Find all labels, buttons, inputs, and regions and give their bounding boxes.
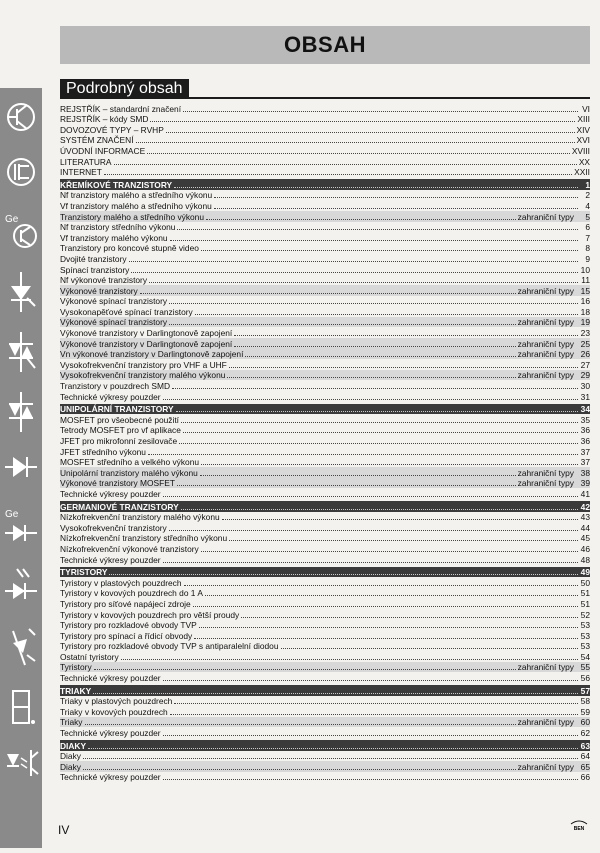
- toc-entry-page: 15: [580, 285, 590, 296]
- toc-entry-page: 44: [580, 522, 590, 533]
- toc-entry-title: Vysokofrekvenční tranzistory malého výkonu: [60, 370, 226, 381]
- dot-leader: [129, 260, 578, 262]
- dot-leader: [174, 702, 578, 704]
- toc-entry-title: Výkonové spínací tranzistory: [60, 317, 168, 328]
- toc-entry[interactable]: [60, 156, 590, 167]
- toc-entry[interactable]: [60, 296, 590, 307]
- dot-leader: [131, 271, 578, 273]
- dot-leader: [241, 616, 578, 618]
- toc-entry[interactable]: [60, 327, 590, 338]
- dot-leader: [163, 778, 578, 780]
- toc-entry-title: Vn výkonové tranzistory v Darlingtonově zapojení: [60, 349, 244, 360]
- toc-entry-title: Vf tranzistory malého a středního výkonu: [60, 200, 212, 211]
- dot-leader: [170, 239, 578, 241]
- toc-entry-title: Tranzistory pro koncové stupně video: [60, 243, 199, 254]
- toc-entry[interactable]: [60, 211, 590, 222]
- toc-entry[interactable]: [60, 533, 590, 544]
- dot-leader: [184, 584, 579, 586]
- svg-text:BEN: BEN: [573, 826, 585, 832]
- toc-entry[interactable]: [60, 588, 590, 599]
- dot-leader: [121, 658, 578, 660]
- toc-entry-title: Nf tranzistory malého a středního výkonu: [60, 190, 213, 201]
- toc-entry-page: 51: [580, 588, 590, 599]
- toc-entry[interactable]: [60, 275, 590, 286]
- toc-entry-note: zahraniční typy: [517, 662, 574, 673]
- toc-entry-page: 49: [580, 567, 590, 578]
- toc-entry-title: Tyristory pro spínací a řídicí obvody: [60, 630, 193, 641]
- toc-entry-title: Nízkofrekvenční výkonové tranzistory: [60, 543, 199, 554]
- toc-entry-title: JFET středního výkonu: [60, 446, 146, 457]
- toc-entry-title: JFET pro mikrofonní zesilovače: [60, 436, 178, 446]
- transistor-icon: [3, 95, 39, 139]
- toc-entry-title: TRIAKY: [60, 685, 92, 696]
- toc-entry-title: Výkonové tranzistory v Darlingtonově zapojení: [60, 328, 233, 339]
- toc-entry-page: 55: [580, 662, 590, 673]
- toc-entry[interactable]: [60, 435, 590, 446]
- toc-entry-title: Triaky v kovových pouzdrech: [60, 706, 168, 717]
- optocoupler-icon: [3, 740, 39, 784]
- toc-entry[interactable]: [60, 522, 590, 533]
- toc-entry[interactable]: [60, 124, 590, 135]
- toc-entry-page: 60: [580, 717, 590, 728]
- dot-leader: [169, 302, 578, 304]
- toc-entry-title: Dvojité tranzistory: [60, 253, 127, 264]
- toc-entry[interactable]: [60, 200, 590, 211]
- toc-entry-title: Tranzistory v pouzdrech SMD: [60, 381, 170, 392]
- toc-section-heading[interactable]: [60, 740, 590, 751]
- toc-entry-note: zahraniční typy: [517, 370, 574, 381]
- toc-entry[interactable]: [60, 727, 590, 738]
- dot-leader: [163, 734, 578, 736]
- toc-entry-title: Výkonové spínací tranzistory: [60, 296, 168, 307]
- thyristor-icon: [3, 270, 39, 314]
- dot-leader: [194, 637, 578, 639]
- dot-leader: [174, 186, 578, 188]
- toc-entry-title: Tetrody MOSFET pro vf aplikace: [60, 425, 181, 436]
- toc-entry-note: zahraniční typy: [517, 717, 574, 728]
- toc-entry-page: 23: [580, 328, 590, 339]
- page-number: IV: [58, 823, 70, 837]
- toc-entry-title: MOSFET pro všeobecné použití: [60, 414, 180, 425]
- toc-entry-page: 63: [580, 740, 590, 751]
- toc-entry-title: LITERATURA: [60, 156, 112, 167]
- toc-entry[interactable]: [60, 370, 590, 381]
- toc-entry-page: 29: [580, 370, 590, 381]
- toc-entry[interactable]: [60, 478, 590, 489]
- toc-entry-page: 54: [580, 651, 590, 662]
- toc-entry-page: 62: [580, 728, 590, 739]
- dot-leader: [147, 152, 570, 154]
- toc-entry-title: Diaky: [60, 751, 81, 762]
- dot-leader: [150, 120, 575, 122]
- toc-entry-title: Spínací tranzistory: [60, 264, 130, 275]
- toc-entry-page: 53: [580, 620, 590, 631]
- toc-entry[interactable]: [60, 167, 590, 178]
- dot-leader: [245, 355, 515, 357]
- toc-entry-page: 36: [580, 425, 590, 436]
- dot-leader: [172, 387, 578, 389]
- toc-entry-page: 48: [580, 554, 590, 565]
- toc-entry-page: 16: [580, 296, 590, 307]
- section-subtitle: Podrobný obsah: [60, 79, 189, 99]
- toc-entry-page: XX: [578, 156, 590, 167]
- toc-entry[interactable]: [60, 717, 590, 728]
- toc-entry-page: 56: [580, 673, 590, 684]
- dot-leader: [83, 757, 578, 759]
- toc-entry-title: Nf výkonové tranzistory: [60, 275, 148, 286]
- toc-entry-title: Nízkofrekvenční tranzistory středního výkonu: [60, 533, 228, 544]
- mosfet-icon: [3, 150, 39, 194]
- toc-section-heading[interactable]: [60, 567, 590, 578]
- toc-entry[interactable]: [60, 232, 590, 243]
- toc-entry[interactable]: [60, 253, 590, 264]
- toc-entry-title: Tranzistory malého a středního výkonu: [60, 211, 204, 222]
- dot-leader: [170, 713, 578, 715]
- toc-entry-title: Vysokonapěťové spínací tranzistory: [60, 306, 193, 317]
- toc-entry-title: Tyristory v kovových pouzdrech pro větší proudy: [60, 609, 240, 620]
- toc-entry-page: 30: [580, 381, 590, 392]
- toc-entry-page: 53: [580, 630, 590, 641]
- toc-entry-page: 4: [585, 200, 590, 211]
- dot-leader: [163, 679, 578, 681]
- publisher-logo: [568, 818, 590, 832]
- toc-entry-page: 43: [580, 512, 590, 523]
- toc-entry-page: 36: [580, 436, 590, 446]
- toc-entry[interactable]: [60, 446, 590, 457]
- dot-leader: [136, 141, 575, 143]
- toc-entry[interactable]: [60, 114, 590, 125]
- page-title-bar: [60, 26, 590, 64]
- toc-entry-title: Tyristory: [60, 662, 92, 673]
- dot-leader: [183, 431, 578, 433]
- dot-leader: [94, 668, 516, 670]
- toc-entry-title: Technické výkresy pouzder: [60, 488, 161, 499]
- toc-entry-page: 5: [585, 211, 590, 222]
- dot-leader: [85, 723, 516, 725]
- toc-entry-title: Výkonové tranzistory MOSFET: [60, 478, 175, 489]
- toc-entry-title: Technické výkresy pouzder: [60, 673, 161, 684]
- toc-entry-title: KŘEMÍKOVÉ TRANZISTORY: [60, 179, 173, 190]
- toc-entry-page: 53: [580, 641, 590, 652]
- dot-leader: [169, 323, 516, 325]
- toc-entry-title: Nízkofrekvenční tranzistory malého výkonu: [60, 512, 220, 523]
- toc-entry-page: XVI: [576, 135, 590, 146]
- page-title: OBSAH: [284, 32, 366, 57]
- toc-entry-page: 51: [580, 598, 590, 609]
- dot-leader: [179, 442, 578, 444]
- toc-entry-page: 31: [580, 391, 590, 402]
- toc-entry-title: Triaky: [60, 717, 83, 728]
- dot-leader: [169, 529, 578, 531]
- toc-entry[interactable]: [60, 662, 590, 673]
- toc-entry[interactable]: [60, 243, 590, 254]
- toc-entry-title: INTERNET: [60, 167, 102, 178]
- toc-entry-page: XIII: [577, 114, 590, 125]
- toc-entry[interactable]: [60, 554, 590, 565]
- toc-entry-page: 50: [580, 577, 590, 588]
- dot-leader: [201, 550, 578, 552]
- toc-entry-note: zahraniční typy: [517, 467, 574, 478]
- toc-entry-title: TYRISTORY: [60, 567, 108, 578]
- zener-triac-icon: [3, 390, 39, 434]
- toc-entry[interactable]: [60, 425, 590, 436]
- dot-leader: [104, 173, 572, 175]
- toc-entry-page: 35: [580, 414, 590, 425]
- dot-leader: [177, 484, 516, 486]
- toc-entry[interactable]: [60, 630, 590, 641]
- toc-entry-note: zahraniční typy: [517, 338, 574, 349]
- toc-entry-title: Vysokofrekvenční tranzistory: [60, 522, 167, 533]
- dot-leader: [234, 334, 578, 336]
- toc-entry-title: Ostatní tyristory: [60, 651, 119, 662]
- toc-entry-title: Tyristory pro rozkladové obvody TVP: [60, 620, 197, 631]
- toc-entry[interactable]: [60, 414, 590, 425]
- dot-leader: [149, 281, 578, 283]
- toc-entry-title: REJSTŘÍK – standardní značení: [60, 103, 182, 114]
- toc-entry-page: 58: [580, 696, 590, 707]
- dot-leader: [83, 768, 516, 770]
- toc-section-heading[interactable]: [60, 179, 590, 190]
- toc-entry[interactable]: [60, 488, 590, 499]
- toc-entry[interactable]: [60, 577, 590, 588]
- toc-entry[interactable]: [60, 467, 590, 478]
- toc-entry-page: 66: [580, 772, 590, 783]
- toc-entry[interactable]: [60, 651, 590, 662]
- dot-leader: [93, 692, 578, 694]
- toc-entry-page: 18: [580, 306, 590, 317]
- toc-entry-page: 10: [580, 264, 590, 275]
- toc-entry[interactable]: [60, 609, 590, 620]
- toc-entry[interactable]: [60, 264, 590, 275]
- toc-entry-title: Výkonové tranzistory v Darlingtonově zapojení: [60, 338, 233, 349]
- toc-entry-title: Technické výkresy pouzder: [60, 772, 161, 783]
- toc-entry-page: 45: [580, 533, 590, 544]
- toc-entry-page: 39: [580, 478, 590, 489]
- toc-entry[interactable]: [60, 285, 590, 296]
- dot-leader: [201, 249, 578, 251]
- toc-entry[interactable]: [60, 772, 590, 783]
- toc-entry-title: Vysokofrekvenční tranzistory pro VHF a UHF: [60, 359, 227, 370]
- toc-entry-title: Nf tranzistory středního výkonu: [60, 222, 176, 233]
- toc-entry-page: 19: [580, 317, 590, 328]
- toc-entry-title: SYSTÉM ZNAČENÍ: [60, 135, 134, 146]
- toc-entry-page: 37: [580, 457, 590, 468]
- toc-entry[interactable]: [60, 751, 590, 762]
- toc-entry[interactable]: [60, 349, 590, 360]
- toc-entry-page: 9: [585, 253, 590, 264]
- dot-leader: [229, 539, 578, 541]
- dot-leader: [234, 345, 515, 347]
- toc-entry[interactable]: [60, 222, 590, 233]
- dot-leader: [148, 453, 578, 455]
- toc-entry-page: XIV: [576, 124, 590, 135]
- toc-section-heading[interactable]: [60, 501, 590, 512]
- toc-entry[interactable]: [60, 359, 590, 370]
- dot-leader: [163, 561, 578, 563]
- toc-entry-page: XVIII: [571, 145, 590, 156]
- toc-entry-title: REJSTŘÍK – kódy SMD: [60, 114, 149, 125]
- toc-entry-title: Triaky v plastových pouzdrech: [60, 696, 173, 707]
- dot-leader: [114, 163, 577, 165]
- dot-leader: [163, 398, 578, 400]
- toc-entry-title: Diaky: [60, 761, 81, 772]
- toc-entry-title: Technické výkresy pouzder: [60, 554, 161, 565]
- dot-leader: [177, 228, 578, 230]
- toc-entry-note: zahraniční typy: [517, 349, 574, 360]
- dot-leader: [200, 474, 516, 476]
- dot-leader: [166, 131, 575, 133]
- toc-entry-page: 6: [585, 222, 590, 233]
- dot-leader: [88, 747, 578, 749]
- svg-text:Ge: Ge: [5, 214, 19, 225]
- toc-section-heading[interactable]: [60, 404, 590, 415]
- toc-entry[interactable]: [60, 380, 590, 391]
- toc-entry[interactable]: [60, 145, 590, 156]
- toc-entry-page: 41: [580, 488, 590, 499]
- toc-entry-page: 8: [585, 243, 590, 254]
- dot-leader: [229, 366, 578, 368]
- toc-entry[interactable]: [60, 338, 590, 349]
- toc-entry-page: 1: [585, 179, 590, 190]
- dot-leader: [206, 218, 516, 220]
- toc-entry-page: 38: [580, 467, 590, 478]
- toc-section-heading[interactable]: [60, 685, 590, 696]
- toc-entry-title: ÚVODNÍ INFORMACE: [60, 145, 146, 156]
- toc-entry-title: Unipolární tranzistory malého výkonu: [60, 467, 198, 478]
- toc-entry-note: zahraniční typy: [517, 211, 574, 222]
- photo-thyristor-icon: [3, 625, 39, 669]
- toc-entry-page: 57: [580, 685, 590, 696]
- publisher-logo-mark: [568, 818, 590, 832]
- germanium-transistor-icon: [3, 210, 39, 254]
- toc-entry[interactable]: [60, 317, 590, 328]
- toc-entry-page: XXII: [574, 167, 590, 178]
- dot-leader: [227, 376, 515, 378]
- toc-entry-page: 25: [580, 338, 590, 349]
- toc-entry-note: zahraniční typy: [517, 285, 574, 296]
- toc-entry-title: Vf tranzistory malého výkonu: [60, 232, 168, 243]
- toc-entry-page: 65: [580, 761, 590, 772]
- dot-leader: [181, 508, 578, 510]
- dot-leader: [176, 410, 578, 412]
- toc-entry-page: 52: [580, 609, 590, 620]
- seven-segment-icon: [3, 685, 39, 729]
- toc-entry[interactable]: [60, 512, 590, 523]
- toc-entry-title: Tyristory pro síťové napájecí zdroje: [60, 598, 191, 609]
- dot-leader: [205, 594, 578, 596]
- toc-entry-title: Technické výkresy pouzder: [60, 391, 161, 402]
- dot-leader: [195, 313, 578, 315]
- toc-entry-title: DIAKY: [60, 740, 87, 751]
- dot-leader: [163, 495, 578, 497]
- table-of-contents: [60, 103, 590, 782]
- toc-entry-page: 37: [580, 446, 590, 457]
- triac-icon: [3, 330, 39, 374]
- toc-entry-note: zahraniční typy: [517, 317, 574, 328]
- dot-leader: [199, 626, 578, 628]
- toc-entry[interactable]: [60, 543, 590, 554]
- dot-leader: [183, 110, 578, 112]
- dot-leader: [214, 207, 578, 209]
- toc-entry[interactable]: [60, 598, 590, 609]
- toc-entry-page: VI: [582, 103, 590, 114]
- toc-entry[interactable]: [60, 696, 590, 707]
- toc-entry[interactable]: [60, 135, 590, 146]
- toc-entry-page: 46: [580, 543, 590, 554]
- diode-icon: [3, 445, 39, 489]
- toc-entry-page: 2: [585, 190, 590, 201]
- toc-entry-title: Výkonové tranzistory: [60, 285, 138, 296]
- toc-entry[interactable]: [60, 706, 590, 717]
- toc-entry-page: 26: [580, 349, 590, 360]
- toc-entry[interactable]: [60, 620, 590, 631]
- toc-entry[interactable]: [60, 190, 590, 201]
- dot-leader: [214, 196, 578, 198]
- toc-entry[interactable]: [60, 761, 590, 772]
- toc-entry-page: 34: [580, 404, 590, 415]
- dot-leader: [222, 518, 578, 520]
- svg-text:Ge: Ge: [5, 509, 19, 520]
- toc-entry-title: Tyristory v kovových pouzdrech do 1 A: [60, 588, 203, 599]
- toc-entry[interactable]: [60, 306, 590, 317]
- toc-entry-page: 11: [581, 275, 590, 286]
- toc-entry-note: zahraniční typy: [517, 478, 574, 489]
- toc-entry[interactable]: [60, 103, 590, 114]
- toc-entry-title: MOSFET středního a velkého výkonu: [60, 457, 200, 468]
- toc-entry-title: Technické výkresy pouzder: [60, 728, 161, 739]
- toc-entry[interactable]: [60, 457, 590, 468]
- toc-entry-note: zahraniční typy: [517, 761, 574, 772]
- toc-entry-title: DOVOZOVÉ TYPY – RVHP: [60, 124, 164, 135]
- toc-entry-title: GERMANIOVÉ TRANZISTORY: [60, 501, 179, 512]
- toc-entry-page: 59: [580, 706, 590, 717]
- dot-leader: [109, 573, 578, 575]
- subtitle-underline: [60, 97, 590, 99]
- dot-leader: [193, 605, 578, 607]
- toc-entry-page: 64: [580, 751, 590, 762]
- germanium-diode-icon: [3, 505, 39, 549]
- dot-leader: [201, 463, 578, 465]
- toc-entry[interactable]: [60, 672, 590, 683]
- toc-entry[interactable]: [60, 641, 590, 652]
- toc-entry-page: 7: [585, 232, 590, 243]
- dot-leader: [181, 421, 578, 423]
- toc-entry-title: UNIPOLÁRNÍ TRANZISTORY: [60, 404, 174, 415]
- toc-entry-title: Tyristory pro rozkladové obvody TVP s antiparalelní diodou: [60, 641, 279, 652]
- dot-leader: [281, 647, 579, 649]
- toc-entry[interactable]: [60, 391, 590, 402]
- dot-leader: [140, 292, 516, 294]
- toc-entry-page: 27: [580, 359, 590, 370]
- toc-entry-page: 42: [580, 501, 590, 512]
- toc-entry-title: Tyristory v plastových pouzdrech: [60, 577, 182, 588]
- led-icon: [3, 565, 39, 609]
